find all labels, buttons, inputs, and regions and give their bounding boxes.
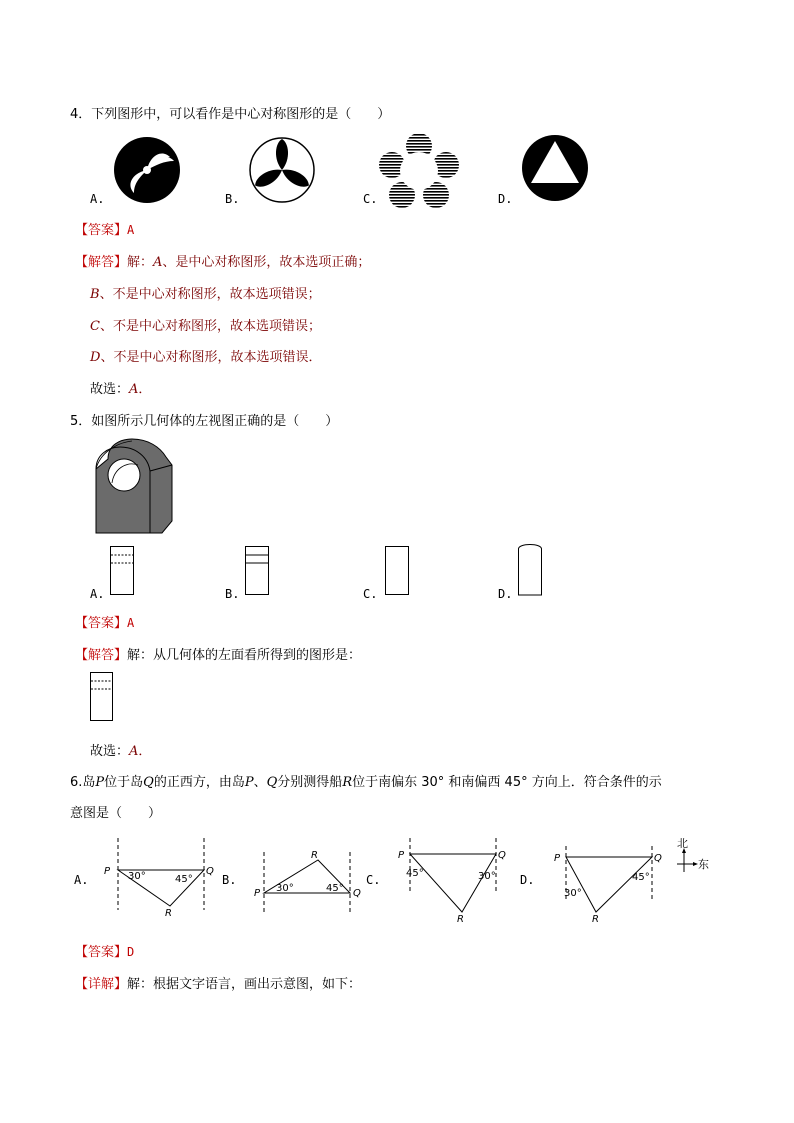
q5-option-b: B. (225, 587, 240, 601)
label-q: Q (654, 853, 662, 864)
label-r: R (165, 908, 172, 919)
compass-east: 东 (698, 858, 709, 871)
solution-letter: B (90, 287, 100, 302)
q6-diagram-d (550, 838, 670, 926)
q6-diagram-c (392, 838, 512, 926)
q5-option-b-view (245, 546, 270, 596)
answer-value: A (127, 223, 135, 237)
stem-var: P (95, 775, 105, 790)
q6-diagram-b (246, 848, 366, 918)
stem-text: 分别测得船 (277, 775, 343, 790)
solution-lead: 解： (127, 255, 154, 270)
label-r: R (457, 914, 464, 925)
q4-solution-line-d (90, 346, 321, 365)
solution-tag: 【解答】 (75, 648, 128, 663)
stem-var: R (342, 775, 353, 790)
label-p: P (254, 888, 261, 899)
q6-option-a: A. (74, 873, 89, 887)
stem-text: 、 (253, 775, 267, 790)
angle-45: 45° (406, 868, 424, 879)
choose-suffix: ． (138, 744, 152, 759)
solution-letter: D (90, 350, 101, 365)
angle-30: 30° (478, 871, 496, 882)
q5-solution-view (90, 672, 115, 722)
stem-var: Q (143, 775, 154, 790)
label-r: R (311, 850, 318, 861)
q6-option-d: D. (520, 873, 535, 887)
choose-prefix: 故选： (90, 382, 130, 397)
angle-30: 30° (128, 871, 146, 882)
q5-solution-line (75, 644, 361, 663)
q5-answer-line (75, 612, 134, 631)
q6-stem (70, 771, 662, 790)
choose-value: A (129, 382, 139, 397)
q4-solution-line-c (90, 315, 321, 334)
q5-stem: 5．如图所示几何体的左视图正确的是（ ） (70, 414, 339, 429)
solution-letter: C (90, 319, 100, 334)
detail-tag: 【详解】 (75, 977, 128, 992)
solution-text: 、不是中心对称图形，故本选项错误； (99, 287, 321, 302)
q4-solution-line-b (90, 283, 321, 302)
q6-diagram-a (100, 838, 220, 920)
q5-option-a: A. (90, 587, 105, 601)
solution-text: 、不是中心对称图形，故本选项错误； (99, 319, 321, 334)
stem-var: P (244, 775, 254, 790)
answer-value: A (127, 616, 135, 630)
answer-tag: 【答案】 (75, 616, 128, 631)
q6-detail-line (75, 973, 361, 992)
q4-option-a: A. (90, 192, 105, 206)
label-p: P (104, 866, 111, 877)
answer-tag: 【答案】 (75, 945, 128, 960)
stem-text: 位于南偏东 30° 和南偏西 45° 方向上．符合条件的示 (352, 775, 662, 790)
q4-option-b: B. (225, 192, 240, 206)
q4-option-c: C. (363, 192, 378, 206)
stem-var: Q (266, 775, 278, 790)
answer-tag: 【答案】 (75, 223, 128, 238)
label-q: Q (353, 888, 361, 899)
q4-answer-line (75, 219, 134, 238)
solution-tag: 【解答】 (75, 255, 128, 270)
stem-text: 6.岛 (70, 775, 96, 790)
q6-option-c: C. (366, 873, 381, 887)
q5-solid-figure (90, 437, 175, 535)
label-r: R (592, 914, 599, 925)
q4-figure-b-three-petal-circle (247, 135, 317, 205)
angle-45: 45° (632, 872, 650, 883)
stem-text: 位于岛 (104, 775, 144, 790)
angle-45: 45° (175, 874, 193, 885)
q4-stem: 4．下列图形中，可以看作是中心对称图形的是（ ） (70, 107, 391, 122)
q4-figure-d-triangle-in-circle (520, 133, 590, 203)
stem-text: 的正西方，由岛 (153, 775, 245, 790)
q5-option-a-view (110, 546, 135, 596)
q4-option-d: D. (498, 192, 513, 206)
q5-option-c-view (385, 546, 410, 596)
answer-value: D (127, 945, 135, 959)
solution-text: 、不是中心对称图形，故本选项错误． (100, 350, 322, 365)
detail-text: 解：根据文字语言，画出示意图，如下： (127, 977, 362, 992)
label-q: Q (498, 850, 506, 861)
angle-30: 30° (276, 883, 294, 894)
label-p: P (398, 850, 405, 861)
compass-north: 北 (677, 837, 688, 850)
choose-suffix: ． (138, 382, 152, 397)
solution-letter: A (153, 255, 163, 270)
q5-option-c: C. (363, 587, 378, 601)
label-p: P (554, 853, 561, 864)
solution-text: 、是中心对称图形，故本选项正确； (162, 255, 371, 270)
q4-solution-line (75, 251, 370, 270)
choose-prefix: 故选： (90, 744, 130, 759)
angle-30: 30° (564, 888, 582, 899)
angle-45: 45° (326, 883, 344, 894)
q5-option-d-view (518, 541, 543, 596)
q6-answer-line (75, 941, 134, 960)
solution-text: 解：从几何体的左面看所得到的图形是： (127, 648, 362, 663)
label-q: Q (206, 866, 214, 877)
q6-option-b: B. (222, 873, 237, 887)
choose-value: A (129, 744, 139, 759)
q4-figure-c-striped-flower (384, 134, 454, 206)
q6-stem-line2: 意图是（ ） (70, 806, 162, 821)
q5-option-d: D. (498, 587, 513, 601)
q4-figure-a-yin-yang-circle (112, 135, 182, 205)
q4-choose-line (90, 378, 151, 397)
q5-choose-line (90, 740, 151, 759)
compass-icon (674, 836, 716, 876)
